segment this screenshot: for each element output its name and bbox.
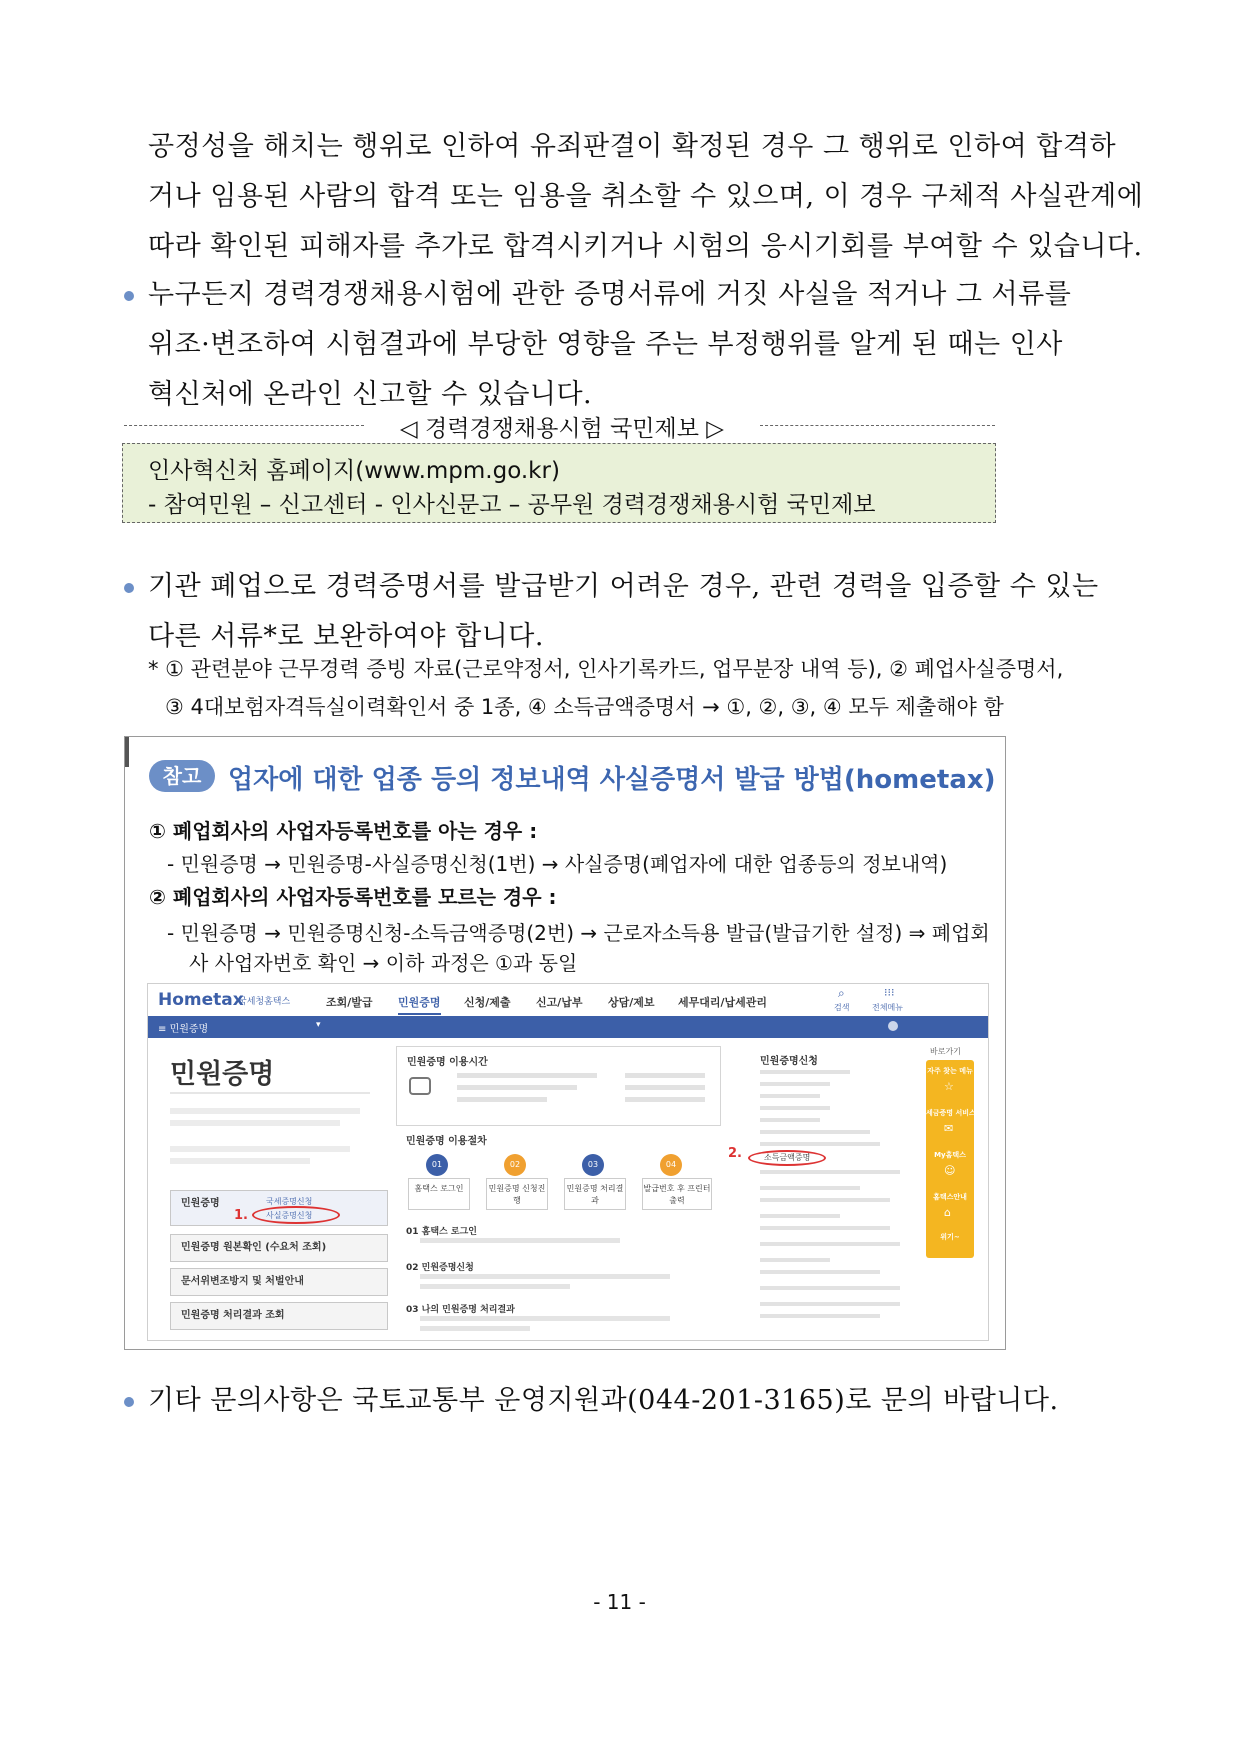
- quick-link-my-hometax[interactable]: My홈택스: [934, 1151, 966, 1159]
- text-placeholder: [420, 1238, 620, 1243]
- footnote: [148, 650, 1063, 726]
- bullet-icon: [124, 1397, 134, 1407]
- card-procedure: [396, 1130, 721, 1338]
- text-line: 공정성을 해치는 행위로 인하여 유죄판결이 확정된 경우 그 행위로 인하여 합격하: [148, 131, 1117, 162]
- side-title: 바로가기: [930, 1047, 961, 1056]
- nav-tax-agent[interactable]: 세무대리/납세관리: [678, 996, 768, 1009]
- search-label: 검색: [834, 1003, 850, 1012]
- nav-application[interactable]: 신청/제출: [464, 996, 511, 1009]
- report-line-homepage: 인사혁신처 홈페이지(www.mpm.go.kr): [148, 458, 560, 484]
- quick-link-more[interactable]: 위기~: [940, 1233, 960, 1241]
- card-title: 민원증명 이용시간: [407, 1057, 488, 1068]
- list-placeholder: [760, 1226, 890, 1230]
- list-placeholder: [760, 1314, 880, 1318]
- list-placeholder: [760, 1186, 860, 1190]
- card-apply: [728, 1046, 912, 1336]
- list-placeholder: [760, 1270, 880, 1274]
- case2-detail: - 민원증명 → 민원증명신청-소득금액증명(2번) → 근로자소득용 발급(발급기한 설정) ⇒ 폐업회: [167, 921, 990, 945]
- list-placeholder: [760, 1198, 890, 1202]
- paragraph-continuation: [148, 122, 1143, 272]
- step-circle: 02: [504, 1154, 526, 1176]
- text-line: 위조·변조하여 시험결과에 부당한 영향을 주는 부정행위를 알게 된 때는 인사: [148, 329, 1063, 360]
- case2-detail-cont: 사 사업자번호 확인 → 이하 과정은 ①과 동일: [189, 951, 578, 975]
- step-box: 민원증명 처리결과: [564, 1178, 626, 1210]
- text-line: 다른 서류*로 보완하여야 합니다.: [148, 621, 544, 652]
- card-title: 민원증명 이용절차: [406, 1136, 487, 1147]
- menu-label: 민원증명: [181, 1198, 220, 1209]
- corner-mark: [125, 737, 129, 767]
- description-placeholder: [170, 1092, 370, 1106]
- footnote-line: * ① 관련분야 근무경력 증빙 자료(근로약정서, 인사기록카드, 업무분장 내역 등), ② 폐업사실증명서,: [148, 657, 1064, 681]
- card-usage-hours: [396, 1046, 721, 1126]
- divider: [124, 425, 364, 426]
- reference-box: [124, 736, 1006, 1350]
- menu-grid-icon[interactable]: ⁝⁝⁝: [884, 986, 895, 999]
- text-placeholder: [625, 1097, 705, 1102]
- divider: [760, 425, 995, 426]
- search-icon[interactable]: ⌕: [838, 986, 845, 1000]
- text-placeholder: [457, 1085, 577, 1090]
- hometax-screenshot: [147, 983, 989, 1341]
- paragraph-contact: 기타 문의사항은 국토교통부 운영지원과(044-201-3165)로 문의 바랍니다.: [148, 1385, 1059, 1416]
- submenu-fact-cert[interactable]: 사실증명신청: [266, 1211, 313, 1220]
- list-placeholder: [760, 1094, 820, 1098]
- list-placeholder: [760, 1082, 830, 1086]
- submenu-tax-cert[interactable]: 국세증명신청: [266, 1197, 313, 1206]
- star-icon: ☆: [944, 1080, 954, 1093]
- monitor-icon: [409, 1077, 431, 1095]
- hometax-logo-sub: 국세청홈택스: [238, 997, 291, 1007]
- list-placeholder: [760, 1242, 900, 1246]
- reference-title: 업자에 대한 업종 등의 정보내역 사실증명서 발급 방법(hometax): [228, 765, 996, 795]
- text-placeholder: [420, 1326, 530, 1331]
- description-placeholder: [170, 1158, 310, 1164]
- list-placeholder: [760, 1214, 840, 1218]
- text-placeholder: [457, 1097, 547, 1102]
- report-line-path: - 참여민원 – 신고센터 - 인사신문고 – 공무원 경력경쟁채용시험 국민제보: [148, 492, 876, 518]
- text-placeholder: [420, 1274, 670, 1279]
- text-line: 누구든지 경력경쟁채용시험에 관한 증명서류에 거짓 사실을 적거나 그 서류를: [148, 279, 1072, 310]
- page-title: 민원증명: [170, 1059, 275, 1090]
- paragraph-report: [148, 270, 1071, 420]
- quick-link-bar: [926, 1060, 974, 1258]
- toggle-icon[interactable]: [888, 1021, 898, 1031]
- case1-detail: - 민원증명 → 민원증명-사실증명신청(1번) → 사실증명(폐업자에 대한 업종등의 정보내역): [167, 852, 948, 876]
- hometax-logo[interactable]: Hometax: [158, 990, 244, 1010]
- list-placeholder: [760, 1258, 830, 1262]
- bullet-icon: [124, 583, 134, 593]
- list-placeholder: [760, 1142, 880, 1146]
- menu-forgery-prevention[interactable]: 문서위변조방지 및 처벌안내: [170, 1268, 388, 1296]
- nav-consult[interactable]: 상담/제보: [608, 996, 655, 1009]
- footnote-line: ③ 4대보험자격득실이력확인서 중 1종, ④ 소득금액증명서 → ①, ②, ③, ④ 모두 제출해야 함: [165, 695, 1004, 719]
- menu-original-check[interactable]: 민원증명 원본확인 (수요처 조회): [170, 1234, 388, 1262]
- step-box: 홈택스 로그인: [408, 1178, 470, 1210]
- list-placeholder: [760, 1130, 870, 1134]
- procedure-item: 03 나의 민원증명 처리결과: [406, 1305, 515, 1315]
- step-circle: 04: [660, 1154, 682, 1176]
- paragraph-closure: [148, 562, 1099, 662]
- step-circle: 03: [582, 1154, 604, 1176]
- step-box: 발급번호 후 프린터 출력: [642, 1178, 712, 1210]
- home-icon: ⌂: [944, 1206, 951, 1219]
- text-placeholder: [420, 1316, 670, 1321]
- case2-heading: ② 폐업회사의 사업자등록번호를 모르는 경우 :: [149, 885, 557, 909]
- quick-link-frequent[interactable]: 자주 찾는 메뉴: [927, 1067, 973, 1075]
- procedure-item: 01 홈택스 로그인: [406, 1227, 477, 1237]
- marker-number: 2.: [728, 1146, 742, 1161]
- reference-badge: 참고: [149, 760, 215, 792]
- text-line: 기관 폐업으로 경력증명서를 발급받기 어려운 경우, 관련 경력을 입증할 수 있는: [148, 571, 1099, 602]
- breadcrumb-label: 민원증명: [169, 1024, 209, 1035]
- text-placeholder: [457, 1073, 597, 1078]
- nav-inquiry[interactable]: 조회/발급: [326, 996, 373, 1009]
- step-box: 민원증명 신청진행: [486, 1178, 548, 1210]
- step-circle: 01: [426, 1154, 448, 1176]
- user-icon: ☺: [944, 1164, 956, 1177]
- breadcrumb-bar: [148, 1016, 989, 1038]
- list-placeholder: [760, 1286, 900, 1290]
- text-placeholder: [625, 1073, 705, 1078]
- list-placeholder: [760, 1170, 900, 1174]
- text-placeholder: [625, 1085, 705, 1090]
- card-title: 민원증명신청: [760, 1056, 818, 1067]
- chevron-down-icon[interactable]: ▾: [316, 1020, 321, 1030]
- description-placeholder: [170, 1146, 350, 1152]
- nav-filing[interactable]: 신고/납부: [536, 996, 583, 1009]
- text-line: 거나 임용된 사람의 합격 또는 임용을 취소할 수 있으며, 이 경우 구체적 사실관계에: [148, 181, 1144, 212]
- list-placeholder: [760, 1106, 830, 1110]
- menu-result-inquiry[interactable]: 민원증명 처리결과 조회: [170, 1302, 388, 1330]
- text-line: 혁신처에 온라인 신고할 수 있습니다.: [148, 379, 593, 410]
- text-placeholder: [420, 1284, 570, 1289]
- all-menu-label: 전체메뉴: [872, 1003, 903, 1012]
- marker-number: 1.: [234, 1208, 248, 1223]
- highlight-oval: [252, 1206, 340, 1224]
- bullet-icon: [124, 291, 134, 301]
- apply-income-cert[interactable]: 소득금액증명: [764, 1153, 811, 1162]
- quick-link-guide[interactable]: 홈택스안내: [933, 1193, 967, 1201]
- report-title: ◁ 경력경쟁채용시험 국민제보 ▷: [400, 416, 724, 442]
- text-line: 따라 확인된 피해자를 추가로 합격시키거나 시험의 응시기회를 부여할 수 있습니다.: [148, 231, 1143, 262]
- list-placeholder: [760, 1118, 820, 1122]
- mail-icon: ✉: [944, 1122, 954, 1135]
- list-placeholder: [760, 1302, 900, 1306]
- list-placeholder: [760, 1070, 850, 1074]
- page-number: - 11 -: [593, 1590, 646, 1614]
- quick-link-tax-cert[interactable]: 세금증명 서비스: [926, 1109, 976, 1117]
- procedure-item: 02 민원증명신청: [406, 1263, 474, 1273]
- breadcrumb[interactable]: ≡ 민원증명: [158, 1024, 209, 1035]
- description-placeholder: [170, 1120, 340, 1126]
- description-placeholder: [170, 1108, 360, 1114]
- nav-civil-certificate[interactable]: 민원증명: [398, 994, 441, 1015]
- report-info-box: [122, 443, 996, 523]
- case1-heading: ① 폐업회사의 사업자등록번호를 아는 경우 :: [149, 819, 538, 843]
